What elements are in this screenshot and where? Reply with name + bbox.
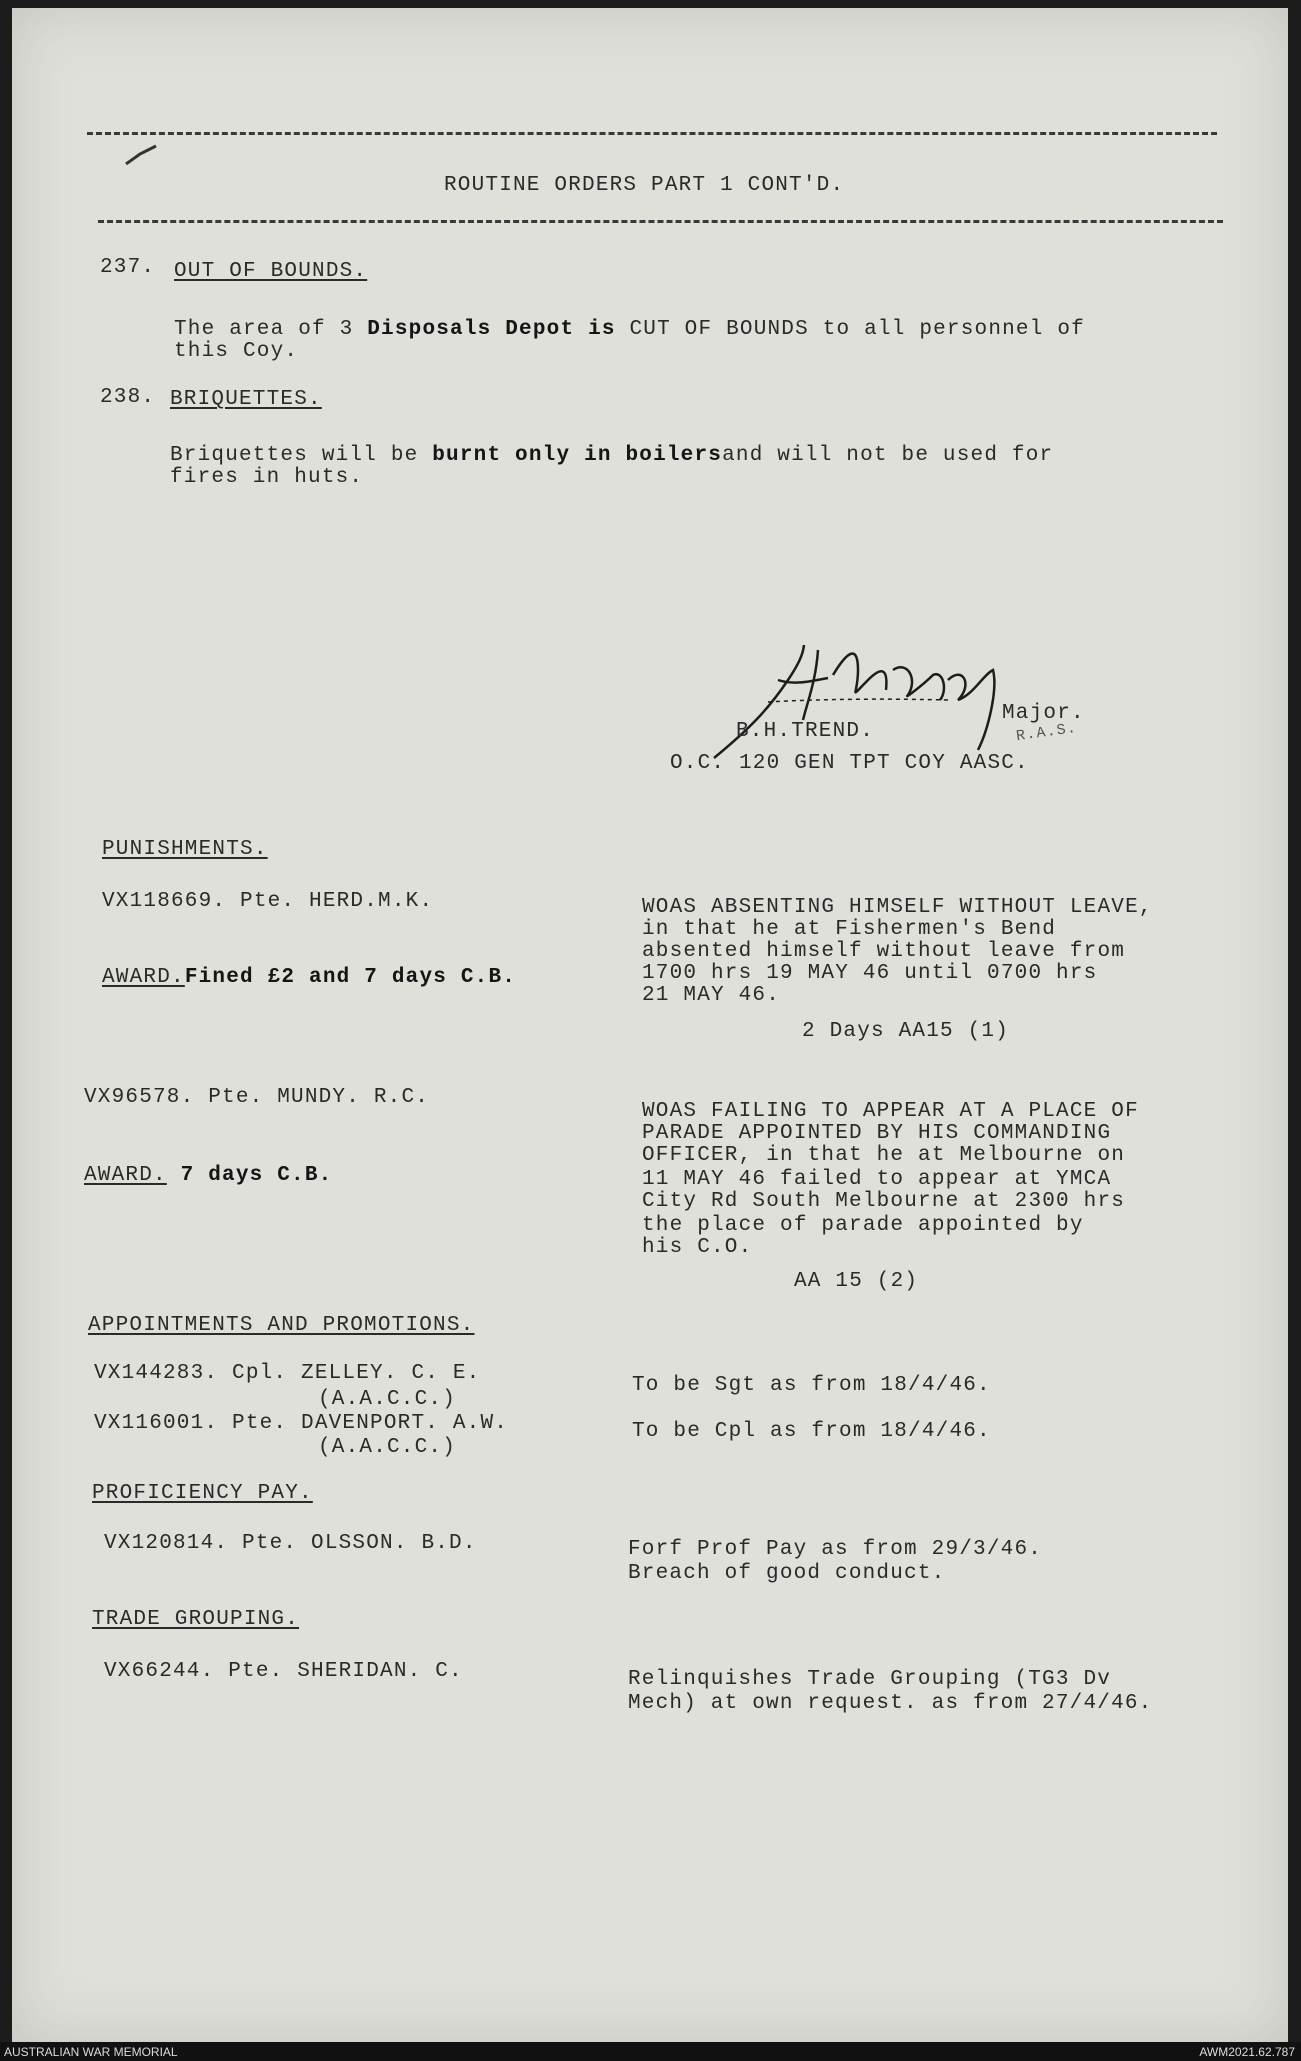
section-heading: PUNISHMENTS. <box>102 838 268 861</box>
signature-unit: O.C. 120 GEN TPT COY AASC. <box>670 752 1029 775</box>
signature-name: B.H.TREND. <box>736 720 875 743</box>
signature-rank: Major. <box>1002 702 1085 725</box>
pencil-mark-icon <box>122 142 162 172</box>
proficiency-action: Forf Prof Pay as from 29/3/46. <box>628 1538 1043 1561</box>
award-line: AWARD.Fined £2 and 7 days C.B. <box>102 966 517 989</box>
trade-action: Mech) at own request. as from 27/4/46. <box>628 1692 1153 1715</box>
order-number: 237. <box>100 256 156 279</box>
header-rule-top <box>87 132 1217 135</box>
document-page <box>12 8 1288 2042</box>
signature-marginalia: R.A.S. <box>1015 719 1079 746</box>
trade-action: Relinquishes Trade Grouping (TG3 Dv <box>628 1668 1112 1691</box>
charge-line: his C.O. <box>642 1236 753 1259</box>
charge-line: OFFICER, in that he at Melbourne on <box>642 1144 1126 1167</box>
charge-line: City Rd South Melbourne at 2300 hrs <box>642 1190 1126 1213</box>
charge-line: in that he at Fishermen's Bend <box>642 918 1057 941</box>
order-heading: BRIQUETTES. <box>170 388 322 411</box>
soldier-entry: VX66244. Pte. SHERIDAN. C. <box>104 1660 463 1683</box>
charge-line: 21 MAY 46. <box>642 984 781 1007</box>
charge-line: PARADE APPOINTED BY HIS COMMANDING <box>642 1122 1112 1145</box>
header-rule-bottom <box>98 220 1223 223</box>
order-heading: OUT OF BOUNDS. <box>174 260 368 283</box>
charge-line: WOAS FAILING TO APPEAR AT A PLACE OF <box>642 1100 1139 1123</box>
soldier-entry: VX144283. Cpl. ZELLEY. C. E. <box>94 1362 481 1385</box>
soldier-entry: VX96578. Pte. MUNDY. R.C. <box>84 1086 430 1109</box>
corps-label: (A.A.C.C.) <box>318 1436 457 1459</box>
charge-line: 1700 hrs 19 MAY 46 until 0700 hrs <box>642 962 1098 985</box>
charge-reference: AA 15 (2) <box>794 1270 919 1293</box>
footer-right: AWM2021.62.787 <box>1199 2045 1295 2059</box>
charge-line: the place of parade appointed by <box>642 1214 1084 1237</box>
charge-line: WOAS ABSENTING HIMSELF WITHOUT LEAVE, <box>642 896 1153 919</box>
order-number: 238. <box>100 386 156 409</box>
order-body-line: this Coy. <box>174 340 299 363</box>
order-body-line: The area of 3 Disposals Depot is CUT OF BOUNDS to all personnel of <box>174 318 1085 341</box>
soldier-entry: VX120814. Pte. OLSSON. B.D. <box>104 1532 477 1555</box>
section-heading: PROFICIENCY PAY. <box>92 1482 313 1505</box>
corps-label: (A.A.C.C.) <box>318 1388 457 1411</box>
soldier-entry: VX116001. Pte. DAVENPORT. A.W. <box>94 1412 509 1435</box>
promotion-action: To be Cpl as from 18/4/46. <box>632 1420 991 1443</box>
charge-line: 11 MAY 46 failed to appear at YMCA <box>642 1168 1112 1191</box>
order-body-line: Briquettes will be burnt only in boilersand will not be used for <box>170 444 1054 467</box>
proficiency-action: Breach of good conduct. <box>628 1562 946 1585</box>
promotion-action: To be Sgt as from 18/4/46. <box>632 1374 991 1397</box>
archive-footer <box>0 2042 1301 2061</box>
order-body-line: fires in huts. <box>170 466 364 489</box>
award-line: AWARD. 7 days C.B. <box>84 1164 333 1187</box>
footer-left: AUSTRALIAN WAR MEMORIAL <box>4 2045 178 2059</box>
page-title: ROUTINE ORDERS PART 1 CONT'D. <box>444 174 845 197</box>
section-heading: TRADE GROUPING. <box>92 1608 300 1631</box>
soldier-entry: VX118669. Pte. HERD.M.K. <box>102 890 434 913</box>
charge-reference: 2 Days AA15 (1) <box>802 1020 1010 1043</box>
charge-line: absented himself without leave from <box>642 940 1126 963</box>
section-heading: APPOINTMENTS AND PROMOTIONS. <box>88 1314 475 1337</box>
